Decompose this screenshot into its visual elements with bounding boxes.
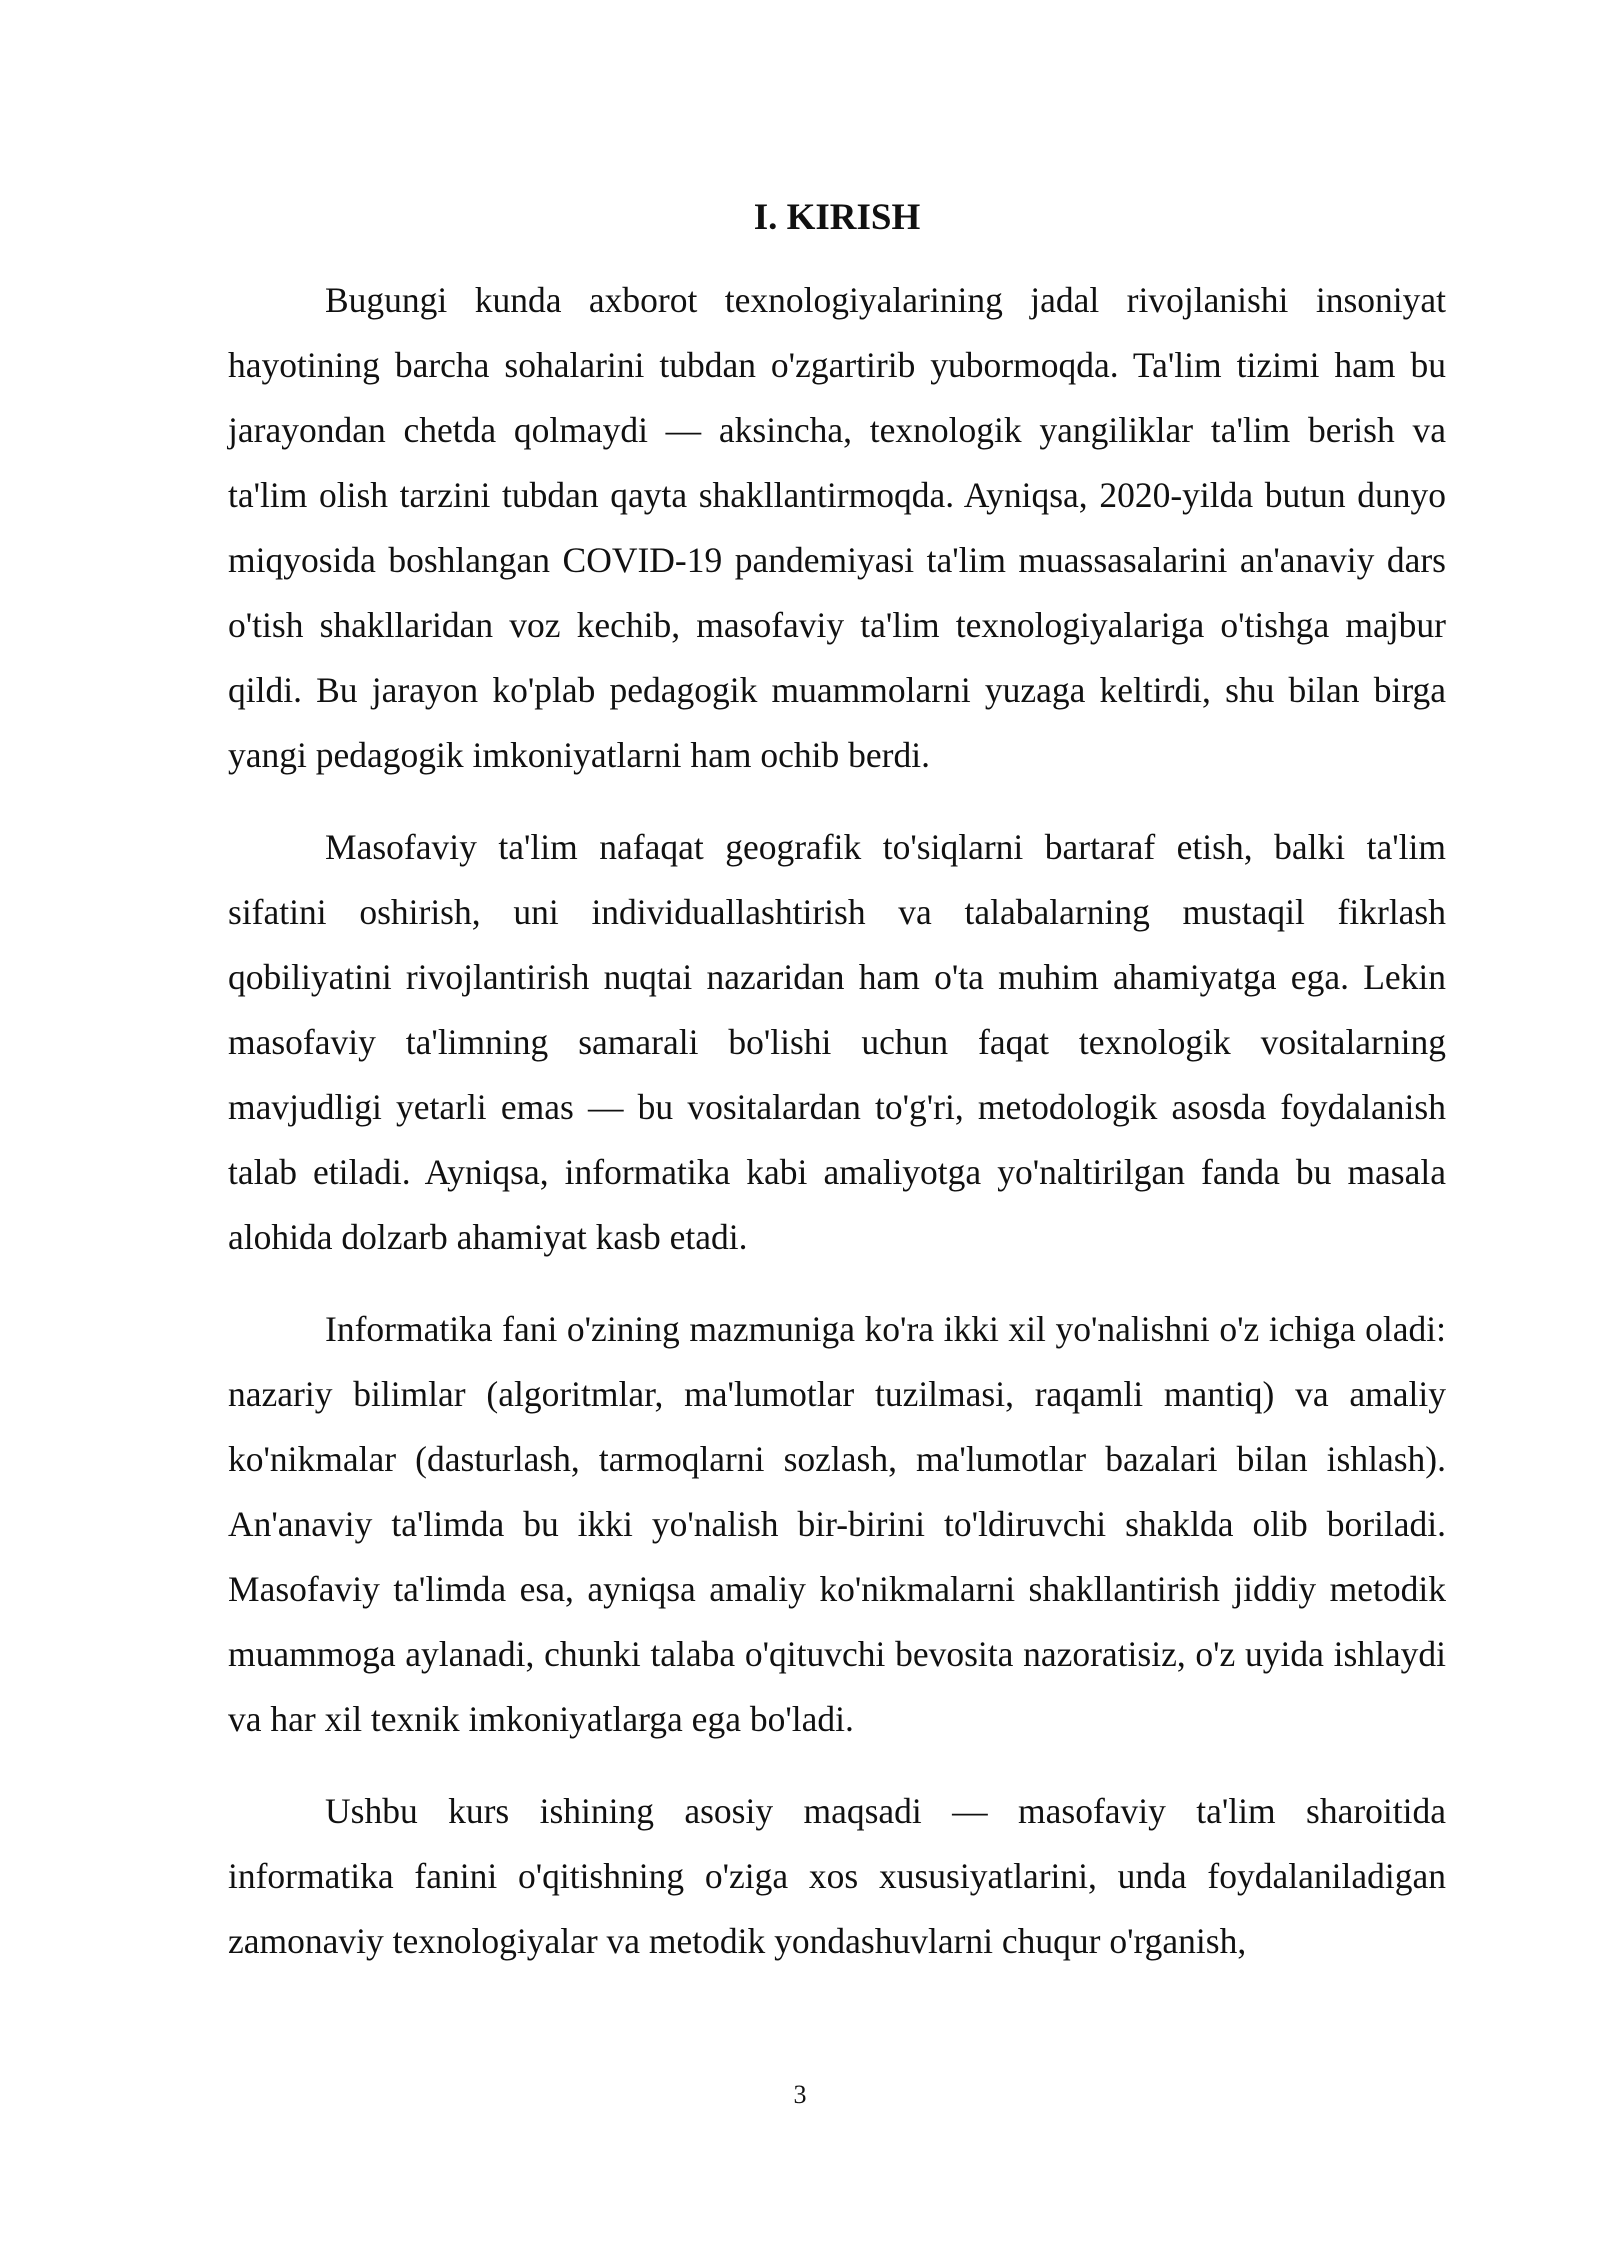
section-heading: I. KIRISH [753, 197, 921, 238]
paragraph-4: Ushbu kurs ishining asosiy maqsadi — masofaviy ta'lim sharoitida informatika fanini o'qitishning o'ziga xos xususiyatlarini, unda foydalaniladigan zamonaviy texnologiyalar va metodik yondashuvlarni chuqur o'rganish, [228, 1791, 1446, 1961]
paragraph-1: Bugungi kunda axborot texnologiyalarining jadal rivojlanishi insoniyat hayotining barcha sohalarini tubdan o'zgartirib yubormoqda. Ta'lim tizimi ham bu jarayondan chetda qolmaydi — aksincha, texnologik yangiliklar ta'lim berish va ta'lim olish tarzini tubdan qayta shakllantirmoqda. Ayniqsa, 2020-yilda butun dunyo miqyosida boshlangan COVID-19 pandemiyasi ta'lim muassasalarini an'anaviy dars o'tish shakllaridan voz kechib, masofaviy ta'lim texnologiyalariga o'tishga majbur qildi. Bu jarayon ko'plab pedagogik muammolarni yuzaga keltirdi, shu bilan birga yangi pedagogik imkoniyatlarni ham ochib berdi. [228, 280, 1446, 775]
paragraph-3: Informatika fani o'zining mazmuniga ko'ra ikki xil yo'nalishni o'z ichiga oladi: nazariy bilimlar (algoritmlar, ma'lumotlar tuzilmasi, raqamli mantiq) va amaliy ko'nikmalar (dasturlash, tarmoqlarni sozlash, ma'lumotlar bazalari bilan ishlash). An'anaviy ta'limda bu ikki yo'nalish bir-birini to'ldiruvchi shaklda olib boriladi. Masofaviy ta'limda esa, ayniqsa amaliy ko'nikmalarni shakllantirish jiddiy metodik muammoga aylanadi, chunki talaba o'qituvchi bevosita nazoratisiz, o'z uyida ishlaydi va har xil texnik imkoniyatlarga ega bo'ladi. [228, 1309, 1446, 1739]
paragraph-2: Masofaviy ta'lim nafaqat geografik to'siqlarni bartaraf etish, balki ta'lim sifatini oshirish, uni individuallashtirish va talabalarning mustaqil fikrlash qobiliyatini rivojlantirish nuqtai nazaridan ham o'ta muhim ahamiyatga ega. Lekin masofaviy ta'limning samarali bo'lishi uchun faqat texnologik vositalarning mavjudligi yetarli emas — bu vositalardan to'g'ri, metodologik asosda foydalanish talab etiladi. Ayniqsa, informatika kabi amaliyotga yo'naltirilgan fanda bu masala alohida dolzarb ahamiyat kasb etadi. [228, 827, 1446, 1257]
page-content [228, 186, 1446, 2001]
page-number: 3 [793, 2080, 807, 2109]
